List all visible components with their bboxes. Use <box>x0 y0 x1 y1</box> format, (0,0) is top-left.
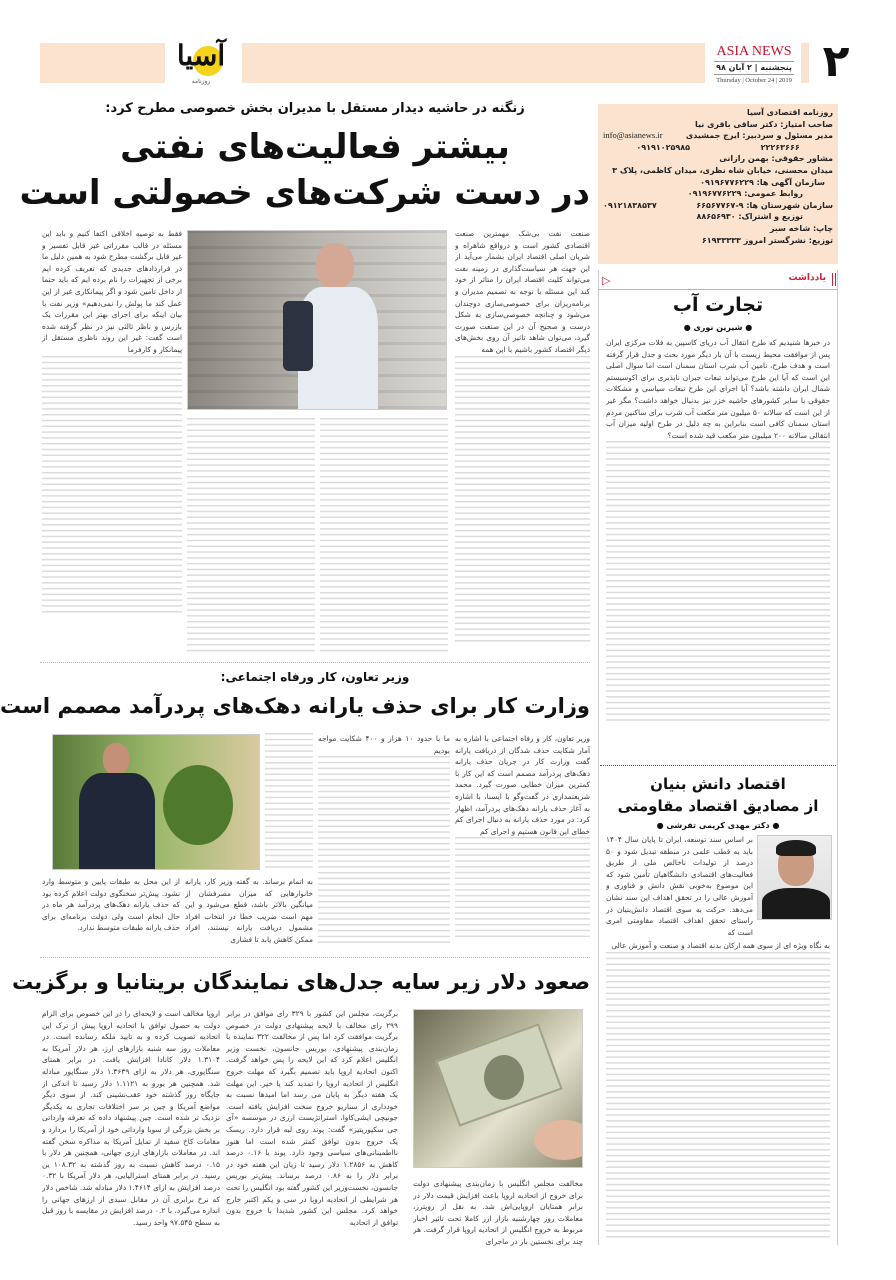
masthead-line: مدیر مسئول و سردبیر: ایرج جمشیدی <box>685 131 833 141</box>
divider <box>40 957 590 958</box>
article-paragraph: فقط به توصیه اخلاقی اکتفا کنیم و باید این مسئله در قالب مقرراتی غیر قابل تفسیر و غیر قابل برگشت مطرح شود به همین دلیل ما در قراردادهای جدیدی که تعریف کرده ایم برخی از تجهیزات را نام برده ایم که باید حتما از داخل تامین شود و اگر پیمانکاری غیر از این عمل کند ما پولش را نمی‌دهیم» وزیر نفت با بیان اینکه برای اجرای بهتر این مقررات یک بازرس و ناظر ثالثی نیز در نظر گرفته شده است گفت: غیر این روند ناظری مستقل از پیمانکار و کارفرما <box>42 229 182 354</box>
masthead-line: مشاور حقوقی: بهمن رازانی <box>719 154 833 164</box>
masthead-line: روابط عمومی: ۰۹۱۹۶۷۷۶۲۲۹ <box>687 189 803 199</box>
divider <box>40 662 590 663</box>
article2-col-below-left: از این محل به طبقات پایین و متوسط وارد نشود. پیش‌تر سخنگوی دولت اعلام کرده بود که حذف یارانه دهک‌های پردرآمد هر ماه در حال انجام است ولی دولت برنامه‌ای برای حذف یارانه طبقات متوسط ندارد. <box>42 877 180 933</box>
masthead-line: میدان محسنی، خیابان شاه نظری، میدان کاظمی، پلاک ۳ <box>612 165 833 175</box>
note-body <box>606 337 830 749</box>
article3-photo <box>413 1009 583 1168</box>
note2-body-beside: بر اساس سند توسعه، ایران تا پایان سال ۱۴۰۴ باید به قطب علمی در منطقه تبدیل شود و ۵۰ درصد از تولیدات ناخالص ملی از طریق فعالیت‌های اقتصادی دانشگاهیان تأمین شود که این موضوع به‌خوبی نقش دانش و فناوری و آموزش عالی را در تحقق اهداف این سند نشان می‌دهد. حرکت به سوی اقتصاد دانش‌بنیان در راستای تحقق اهداف اقتصاد مقاومتی امری است که <box>606 835 753 937</box>
article2-col-below-right: به اتمام برساند. به گفته وزیر کار، یارانه خانوارهایی که میزان مصرفشان از میانگین بالاتر باشد، قطع می‌شود و این مهم است ضریب خطا در انتخاب افراد مشمول دریافت یارانه نیستند، افراد ممکن کاهش یابد تا فشاری <box>185 877 313 944</box>
masthead-line: توزیع و اشتراک: ۸۸۶۵۶۹۳۰ <box>696 212 803 222</box>
section-label: یادداشت <box>788 273 826 283</box>
section-bar-icon <box>832 273 836 286</box>
article2-col-middle <box>318 733 450 943</box>
brand-name: ASIA NEWS <box>716 44 792 59</box>
article2-col-right <box>455 733 590 943</box>
masthead-line: صاحب امتیاز: دکتر ساقی باقری نیا <box>695 119 833 129</box>
note-author: ● شیرین نوری ● <box>683 323 753 332</box>
article3-col-left: اروپا مخالف است و لایحه‌ای را در این خصوص برای الزام دولت به حصول توافق با اتحادیه اروپا پیش از ترک این اتحادیه تصویب کرده و به تایید ملکه رسانده است. در معاملات روز سه شنبه بازارهای ارز، هر دلار آمریکا به ۱.۳۱۰۴ دلار کانادا افزایش یافت. در برابر همتای سنگاپوری، هر دلار به ازای ۱.۳۶۳۹ دلار سنگاپور مبادله شد. همچنین هر یورو به ۱.۱۱۲۱ دلار رسید تا اندکی از جایگاه روز گذشته خود عقب‌نشینی کند. از سوی دیگر مواضع آمریکا و چین بر سر اختلافات تجاری به یکدیگر نزدیک تر شده است. چین پیشنهاد داده که تعرفه وارداتی بر بخش بزرگی از سویا وارداتی خود از آمریکا را بردارد و مقامات کاخ سفید از تمایل آمریکا به مذاکره سخن گفته اند. در معاملات بازارهای ارزی جهانی، همچنین هر دلار با ۰.۱۵ درصد کاهش نسبت به روز گذشته به ۱۰۸.۳۲ ین رسید. در برابر همتای استرالیایی، هر دلار آمریکا با ۰.۳۲ درصد افزایش به ازای ۱.۴۶۱۴ دلار مبادله شد. شاخص دلار که نرخ برابری آن در مقابل سبدی از ارزهای جهانی را اندازه می‌گیرد، با ۰.۲ درصد افزایش در مقایسه با روز قبل به سطح ۹۷.۵۴۵ واحد رسید. <box>42 1009 220 1227</box>
header-band-left <box>40 43 165 83</box>
date-fa: پنجشنبه | ۲ آبان ۹۸ <box>714 61 794 75</box>
date-en: Thursday | October 24 | 2019 <box>716 77 792 84</box>
article1-col-below-photo-right <box>320 418 448 653</box>
header-band-middle <box>242 43 705 83</box>
note2-title-line: اقتصاد دانش بنیان <box>650 775 786 793</box>
masthead-line: توزیع: نشرگستر امروز ۶۱۹۳۳۳۳۳ <box>701 235 833 245</box>
note2-title <box>600 773 836 817</box>
article1-col-left <box>42 228 182 653</box>
masthead-line: روزنامه اقتصادی آسیا <box>746 108 833 117</box>
email-link[interactable]: info@asianews.ir <box>603 130 663 141</box>
article-paragraph: ما با حدود ۱۰ هزار و ۴۰۰ شکایت مواجه بودیم <box>318 734 450 755</box>
article2-col-middle-left <box>265 733 313 868</box>
logo[interactable] <box>165 38 240 88</box>
note-paragraph: در خبرها شنیدیم که طرح انتقال آب دریای کاسپین به فلات مرکزی ایران پس از موافقت محیط زیست با آن بار دیگر مورد بحث و جدل قرار گرفته است و هدف طرح، تامین آب شرب استان سمنان است اما سوال اصلی این است که آیا این طرح می‌تواند تبعات جبران ناپذیری برای اکوسیستم شمال ایران داشته باشد؟ آیا اجرای این طرح تبعات سیاسی و مشکلات حقوقی با سایر کشورهای حاشیه خزر نیز بدنبال خواهد داشت؟ مگر غیر از این است که سالانه ۵۰ میلیون متر مکعب آب شرب برای ساکنین مردم استان سمنان کافی است بنابراین به چه دلیل در طرح اولیه میزان آب انتقالی سالانه ۲۰۰ میلیون متر مکعب قید شده است؟ <box>606 338 830 440</box>
article2-headline: وزارت کار برای حذف یارانه دهک‌های پردرآمد مصمم است <box>0 694 590 718</box>
article3-headline: صعود دلار زیر سایه جدل‌های نمایندگان بریتانیا و برگزیت <box>12 970 590 994</box>
note2-author: ● دکتر مهدی کریمی تفرشی ● <box>656 821 780 830</box>
note-title: تجارت آب <box>672 294 764 316</box>
author-photo <box>757 835 832 920</box>
article2-photo <box>52 734 260 870</box>
section-header <box>598 270 838 290</box>
header-band-right <box>801 43 809 83</box>
headline-line: در دست شرکت‌های خصولتی است <box>19 173 590 213</box>
article1-photo <box>187 230 447 410</box>
logo-text: آسیا <box>176 39 226 72</box>
phone: ۰۹۱۲۱۸۳۸۵۳۷ <box>603 200 657 210</box>
note2-title-line: از مصادیق اقتصاد مقاومتی <box>617 797 819 815</box>
article1-col-below-photo-left <box>187 418 315 653</box>
article1-kicker: زنگنه در حاشیه دیدار مستقل با مدیران بخش خصوصی مطرح کرد: <box>105 101 525 116</box>
article2-kicker: وزیر تعاون، کار ورفاه اجتماعی: <box>220 670 410 684</box>
phone: ۲۲۲۶۳۶۶۶ <box>760 142 800 152</box>
masthead-line: سازمان آگهی ها: ۰۹۱۹۶۷۷۶۲۲۹ <box>700 177 825 187</box>
divider-dotted <box>600 765 836 766</box>
note2-paragraph: به نگاه ویژه ای از سوی همه ارکان بدنه اقتصاد و صنعت و آموزش عالی <box>611 941 830 950</box>
article-paragraph: وزیر تعاون، کار و رفاه اجتماعی با اشاره به آمار شکایت حذف شدگان از دریافت یارانه گفت وزارت کار در جریان حذف یارانه دهک‌های پردرآمد مصمم است که این کار با کمترین میزان خطایی صورت گیرد. محمد شریعتمداری در گفت‌وگو با ایسنا، با اشاره به آغاز حذف یارانه دهک‌های پردرآمد، اظهار کرد: در مورد حذف یارانه به دنبال اجرای کم خطای این قانون هستیم و اجرای کم <box>455 734 590 836</box>
headline-line: بیشتر فعالیت‌های نفتی <box>120 127 510 167</box>
phone: ۰۹۱۹۱۰۲۵۹۸۵ <box>636 142 691 152</box>
logo-subtext: روزنامه <box>191 78 211 85</box>
masthead-box <box>598 104 838 264</box>
page-number: ۲ <box>822 36 850 87</box>
play-triangle-icon: ▷ <box>602 274 611 287</box>
article1-col-right <box>455 228 590 653</box>
masthead-line: سازمان شهرستان ها: ۹-۶۶۵۶۷۷۶۷ <box>696 200 833 210</box>
brand-block <box>710 44 798 86</box>
article3-col-middle: برگزیت، مجلس این کشور با ۳۲۹ رای موافق در برابر ۲۹۹ رای مخالف با لایحه پیشنهادی دولت در خصوص برگزیت موافقت کرد اما پس از مخالفت ۳۲۲ نماینده با زمان‌بندی پیشنهادی، بوریس جانسون، نخست وزیر انگلیس اعلام کرد که این لایحه را پس خواهد گرفت. اکنون اتحادیه اروپا باید تصمیم بگیرد که مهلت خروج انگلیس از اتحادیه اروپا را تمدید کند یا خیر. این مهلت یک هفته دیگر به پایان می رسد اما امیدها نسبت به خودداری از سناریو خروج سخت افزایش یافته است. جونیچی ایشی‌کاوا، استراتژیست ارزی در موسسه «آی جی سکیوریتیز» گفت: پوند روی لبه قرار دارد. ریسک یک خروج بدون توافق کمتر شده است اما هنوز نااطمینانی‌های سیاسی وجود دارد. پوند با ۰.۱۶ درصد کاهش به ۱.۲۸۵۶ دلار رسید تا زیان این هفته خود در برابر دلار را به ۰.۸۶ درصد برساند. پیش‌تر بوریس جانسون، نخست‌وزیر این کشور گفته بود انگلیس را تحت هر شرایطی از اتحادیه اروپا در سی و یکم اکتبر خارج خواهد کرد. مجلس این کشور شدیدا با خروج بدون توافق از اتحادیه <box>226 1009 398 1227</box>
masthead-line: چاپ: شاخه سبز <box>769 223 833 233</box>
article3-col-below-photo: مخالفت مجلس انگلیس با زمان‌بندی پیشنهادی دولت برای خروج از اتحادیه اروپا باعث افزایش قیمت دلار در برابر همتایان اروپایی‌اش شد. به نقل از رویترز، معاملات روز چهارشنبه بازار ارز کاملا تحت تاثیر اخبار مربوط به خروج انگلیس از اتحادیه اروپا قرار گرفت. هر چند برای نخستین بار در ماجرای <box>413 1179 583 1246</box>
article1-headline <box>19 124 590 220</box>
article-paragraph: صنعت نفت بی‌شک مهمترین صنعت اقتصادی کشور است و درواقع شاهراه و شریان اصلی اقتصاد ایران بشمار می‌آید از این جهت هر سیاست‌گذاری در زمینه نفت می‌تواند کلیت اقتصاد ایران را متاثر از خود کند این مسئله با توجه به تصمیم مدیران و برنامه‌ریزان برای خصوصی‌سازی دوچندان می‌شود و چنانچه خصوصی‌سازی به شکل درست و صحیح آن در این صنعت صورت گیرد، می‌توان شاهد تاثیر آن روی بخش‌های دیگر اقتصاد کشور باشیم با این همه <box>455 229 590 354</box>
note2-body <box>606 940 830 1240</box>
